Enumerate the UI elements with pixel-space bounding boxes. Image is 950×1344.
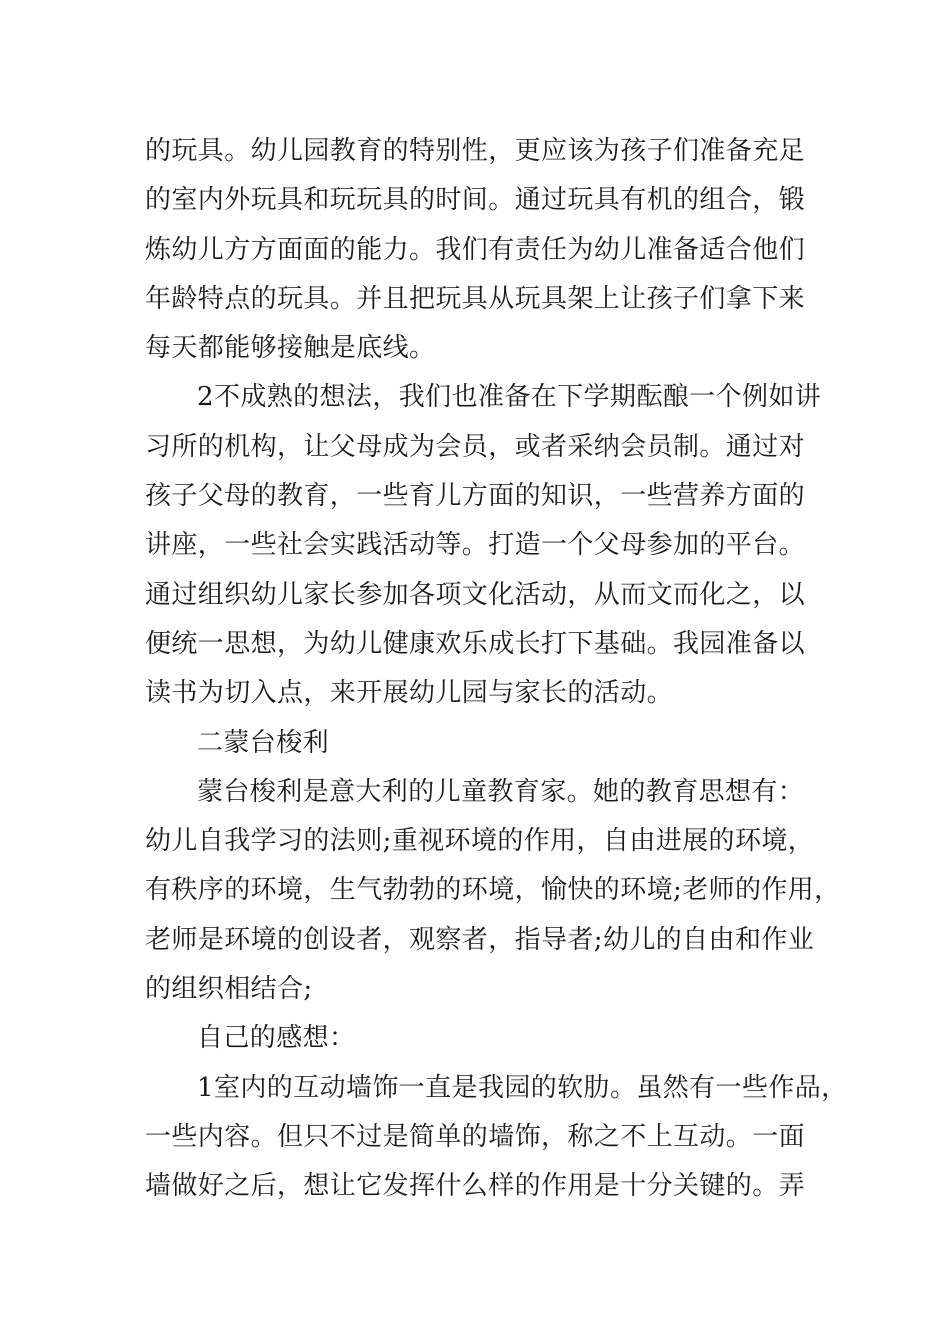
text-line: 读书为切入点，来开展幼儿园与家长的活动。 [145, 678, 674, 709]
text-line: 有秩序的环境，生气勃勃的环境，愉快的环境;老师的作用， [145, 875, 841, 906]
text-line: 炼幼儿方方面面的能力。我们有责任为幼儿准备适合他们 [145, 234, 806, 265]
text-line: 讲座，一些社会实践活动等。打造一个父母参加的平台。 [145, 530, 806, 561]
text-line: 二蒙台梭利 [197, 727, 330, 758]
text-line: 蒙台梭利是意大利的儿童教育家。她的教育思想有： [197, 776, 805, 807]
text-line: 年龄特点的玩具。并且把玩具从玩具架上让孩子们拿下来 [145, 283, 806, 314]
text-line: 的玩具。幼儿园教育的特别性，更应该为孩子们准备充足 [145, 136, 806, 166]
text-line: 老师是环境的创设者，观察者，指导者;幼儿的自由和作业 [145, 924, 815, 955]
text-line: 孩子父母的教育，一些育儿方面的知识，一些营养方面的 [145, 481, 806, 512]
text-line: 每天都能够接触是底线。 [145, 333, 436, 364]
document-body [145, 127, 848, 1212]
text-line: 的组织相结合; [145, 974, 313, 1005]
text-line: 便统一思想，为幼儿健康欢乐成长打下基础。我园准备以 [145, 628, 806, 659]
text-line: 习所的机构，让父母成为会员，或者采纳会员制。通过对 [145, 431, 806, 462]
text-line: 自己的感想： [197, 1023, 356, 1054]
text-line: 的室内外玩具和玩玩具的时间。通过玩具有机的组合，锻 [145, 185, 806, 216]
text-line: 1室内的互动墙饰一直是我园的软肋。虽然有一些作品， [197, 1072, 848, 1103]
text-line: 一些内容。但只不过是简单的墙饰，称之不上互动。一面 [145, 1121, 806, 1152]
text-line: 墙做好之后，想让它发挥什么样的作用是十分关键的。弄 [145, 1171, 806, 1202]
text-line: 幼儿自我学习的法则;重视环境的作用，自由进展的环境， [145, 826, 815, 857]
text-line: 通过组织幼儿家长参加各项文化活动，从而文而化之，以 [145, 579, 806, 610]
text-line: 2不成熟的想法，我们也准备在下学期酝酿一个例如讲 [197, 382, 822, 413]
